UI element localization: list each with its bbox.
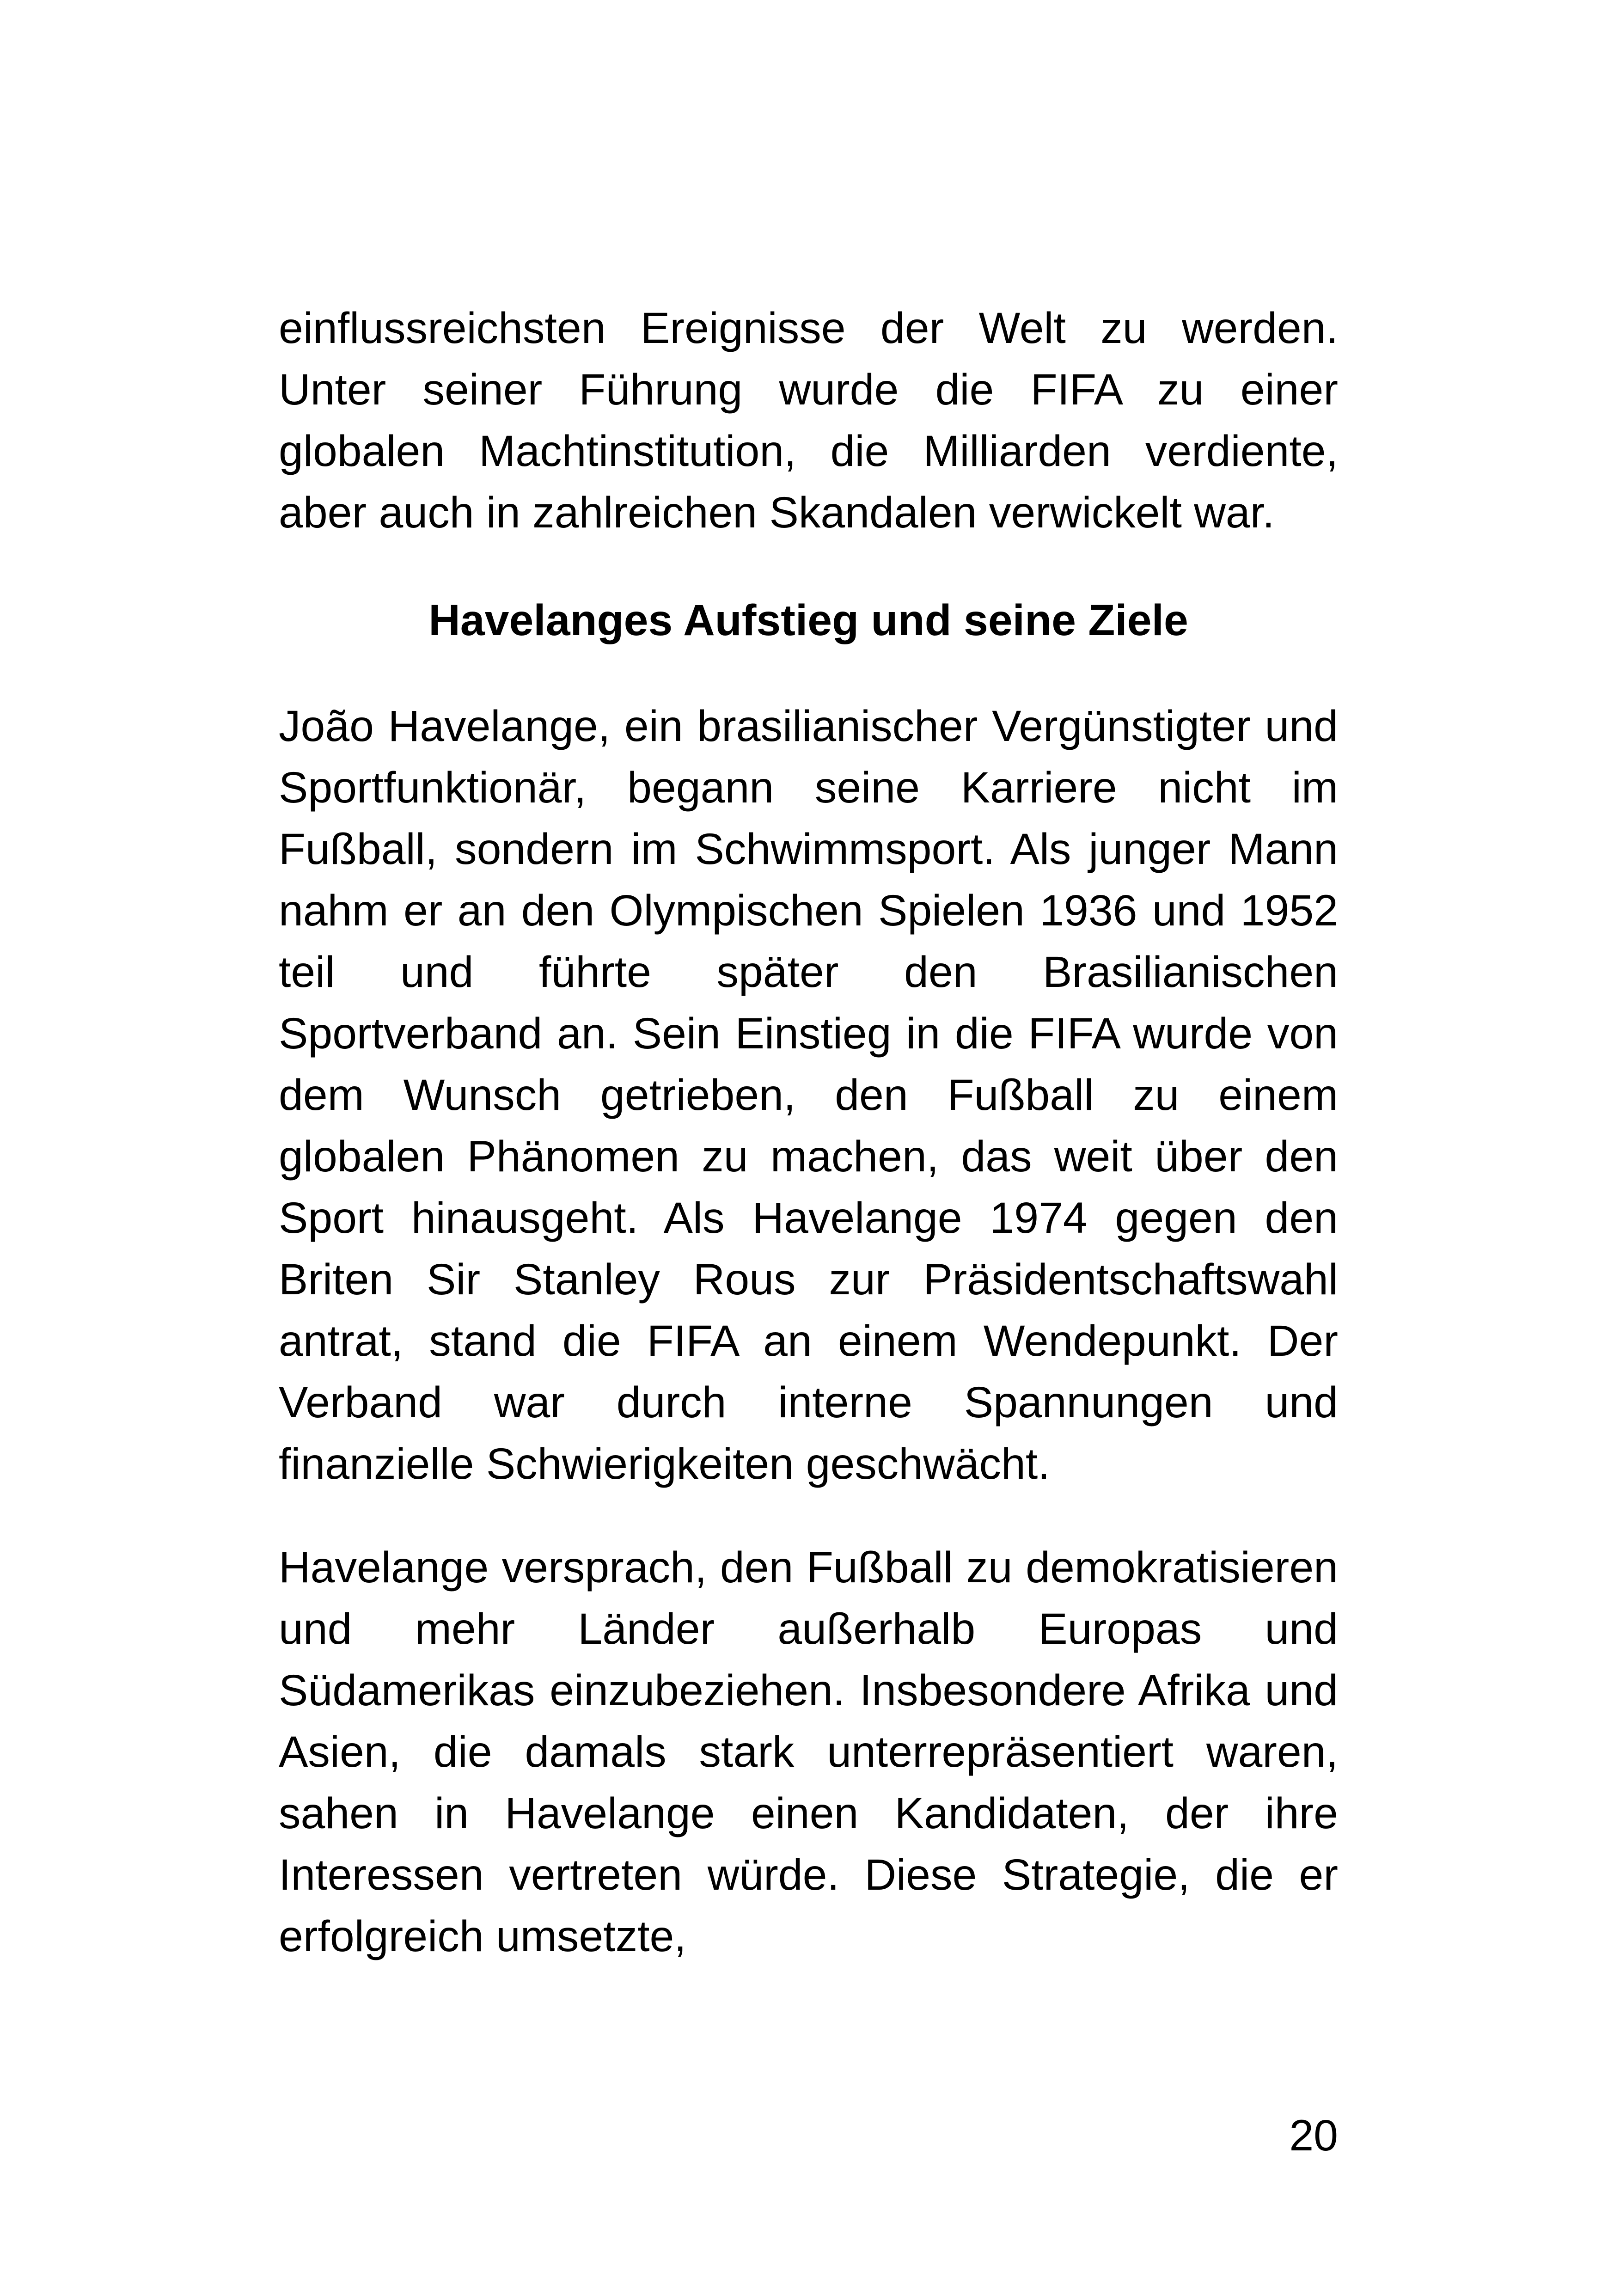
section-heading: Havelanges Aufstieg und seine Ziele [428,596,1188,645]
intro-paragraph: einflussreichsten Ereignisse der Welt zu werden. Unter seiner Führung wurde die FIFA zu einer globalen Machtinstitution, die Milliarden verdiente, aber auch in zahlreichen Skandalen verwickelt war. [279,304,1338,537]
paragraph-2-block [279,1537,1338,1967]
paragraph-1: João Havelange, ein brasilianischer Vergünstigter und Sportfunktionär, begann seine Karriere nicht im Fußball, sondern im Schwimmsport. Als junger Mann nahm er an den Olympischen Spielen 1936 und 1952 teil und führte später den Brasilianischen Sportverband an. Sein Einstieg in die FIFA wurde von dem Wunsch getrieben, den Fußball zu einem globalen Phänomen zu machen, das weit über den Sport hinausgeht. Als Havelange 1974 gegen den Briten Sir Stanley Rous zur Präsidentschaftswahl antrat, stand die FIFA an einem Wendepunkt. Der Verband war durch interne Spannungen und finanzielle Schwierigkeiten geschwächt. [279,702,1338,1488]
paragraph-2: Havelange versprach, den Fußball zu demokratisieren und mehr Länder außerhalb Europas und Südamerikas einzubeziehen. Insbesondere Afrika und Asien, die damals stark unterrepräsentiert waren, sahen in Havelange einen Kandidaten, der ihre Interessen vertreten würde. Diese Strategie, die er erfolgreich umsetzte, [279,1543,1338,1961]
intro-paragraph-block [279,298,1338,544]
paragraph-1-block [279,696,1338,1495]
page-number: 20 [1289,2111,1338,2160]
